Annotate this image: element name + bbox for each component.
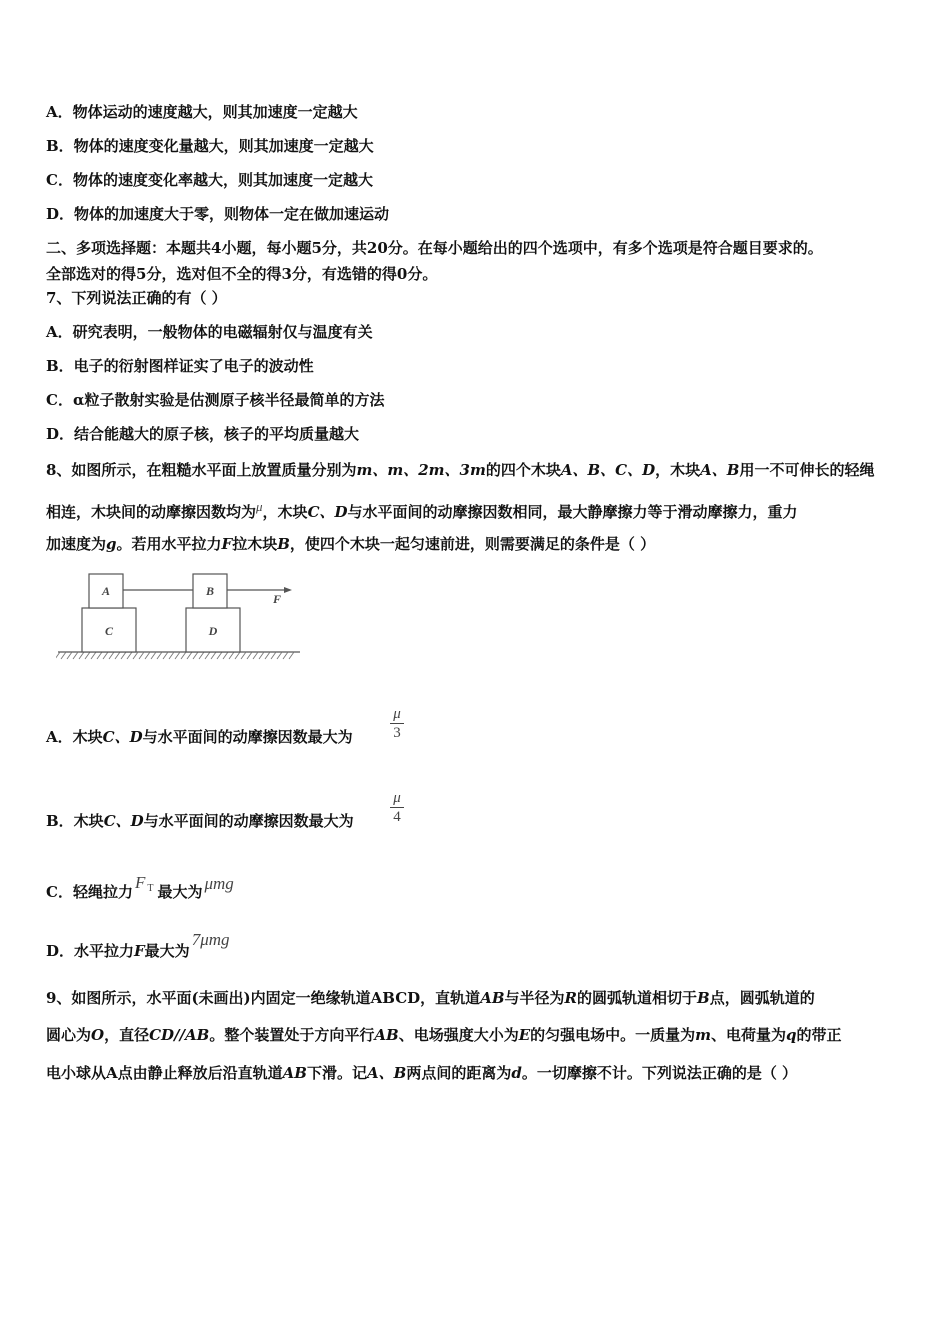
ground-hatch — [217, 652, 222, 659]
ground-hatch — [85, 652, 90, 659]
label-b: B — [205, 584, 215, 598]
mu-symbol: μ — [256, 499, 263, 514]
ground-hatch — [127, 652, 132, 659]
ground-hatch — [115, 652, 120, 659]
q8-option-c: C．轻绳拉力 F $^T$ 最大为 μmg — [46, 873, 234, 901]
ground — [56, 652, 300, 659]
q8-stem-line3: 加速度为g。若用水平拉力F拉木块B，使四个木块一起匀速前进，则需要满足的条件是（ ） — [46, 535, 656, 553]
ground-hatch — [109, 652, 114, 659]
q8-stem-line2: 相连，木块间的动摩擦因数均为μ，木块C、D与水平面间的动摩擦因数相同，最大静摩擦力等于滑动摩擦力，重力 — [46, 499, 798, 521]
ground-hatch — [289, 652, 294, 659]
ground-hatch — [79, 652, 84, 659]
ground-hatch — [169, 652, 174, 659]
arrow-head-icon — [284, 587, 292, 593]
ground-hatch — [277, 652, 282, 659]
q8-option-b: B．木块C、D与水平面间的动摩擦因数最大为 — [46, 812, 354, 830]
q9-stem-line3: 电小球从A点由静止释放后沿直轨道AB下滑。记A、B两点间的距离为d。一切摩擦不计。下列说法正确的是（ ） — [46, 1064, 798, 1082]
ground-hatch — [211, 652, 216, 659]
q7-option-c: C．α粒子散射实验是估测原子核半径最简单的方法 — [46, 391, 385, 409]
ground-hatch — [241, 652, 246, 659]
blocks-diagram — [56, 572, 306, 664]
label-f: F — [273, 592, 282, 606]
fraction-mu-over-4: μ 4 — [390, 790, 404, 825]
q9-stem-line2: 圆心为O，直径CD//AB。整个装置处于方向平行AB、电场强度大小为E的匀强电场中。一质量为m、电荷量为q的带正 — [46, 1026, 842, 1044]
ground-hatch — [283, 652, 288, 659]
ground-hatch — [253, 652, 258, 659]
label-a: A — [101, 584, 111, 598]
q7-option-b: B．电子的衍射图样证实了电子的波动性 — [46, 357, 314, 375]
ground-hatch — [56, 652, 60, 659]
ground-hatch — [121, 652, 126, 659]
ground-hatch — [67, 652, 72, 659]
q8-stem-line1: 8、如图所示，在粗糙水平面上放置质量分别为m、m、2m、3m的四个木块A、B、C、D，木块A、B用一不可伸长的轻绳 — [46, 461, 875, 479]
ground-hatch — [205, 652, 210, 659]
ground-hatch — [145, 652, 150, 659]
q6-option-d: D．物体的加速度大于零，则物体一定在做加速运动 — [46, 205, 390, 223]
q6-option-b: B．物体的速度变化量越大，则其加速度一定越大 — [46, 137, 374, 155]
ground-hatch — [163, 652, 168, 659]
q8-option-a: A．木块C、D与水平面间的动摩擦因数最大为 — [46, 728, 353, 746]
ground-hatch — [91, 652, 96, 659]
ground-hatch — [181, 652, 186, 659]
ground-hatch — [61, 652, 66, 659]
ground-hatch — [271, 652, 276, 659]
q8-option-d: D．水平拉力F最大为7μmg — [46, 930, 230, 960]
q6-option-a: A．物体运动的速度越大，则其加速度一定越大 — [46, 103, 358, 121]
ground-hatch — [103, 652, 108, 659]
ground-hatch — [223, 652, 228, 659]
ground-hatch — [229, 652, 234, 659]
q7-option-a: A．研究表明，一般物体的电磁辐射仅与温度有关 — [46, 323, 373, 341]
ground-hatch — [265, 652, 270, 659]
ground-hatch — [73, 652, 78, 659]
fraction-mu-over-3: μ 3 — [390, 706, 404, 741]
section2-instructions-line2: 全部选对的得5分，选对但不全的得3分，有选错的得0分。 — [46, 265, 438, 283]
ground-hatch — [97, 652, 102, 659]
ground-hatch — [199, 652, 204, 659]
label-d: D — [208, 624, 218, 638]
q7-stem: 7、下列说法正确的有（ ） — [46, 289, 227, 307]
ground-hatch — [175, 652, 180, 659]
q6-option-c: C．物体的速度变化率越大，则其加速度一定越大 — [46, 171, 373, 189]
ground-hatch — [157, 652, 162, 659]
ground-hatch — [187, 652, 192, 659]
ground-hatch — [259, 652, 264, 659]
q9-stem-line1: 9、如图所示，水平面(未画出)内固定一绝缘轨道ABCD，直轨道AB与半径为R的圆弧轨道相切于B点，圆弧轨道的 — [46, 989, 815, 1007]
ground-hatch — [139, 652, 144, 659]
ground-hatch — [133, 652, 138, 659]
ground-hatch — [235, 652, 240, 659]
section2-instructions-line1: 二、多项选择题：本题共4小题，每小题5分，共20分。在每小题给出的四个选项中，有多个选项是符合题目要求的。 — [46, 239, 823, 257]
ground-hatch — [151, 652, 156, 659]
ground-hatch — [193, 652, 198, 659]
ground-hatch — [247, 652, 252, 659]
label-c: C — [104, 624, 114, 638]
q7-option-d: D．结合能越大的原子核，核子的平均质量越大 — [46, 425, 360, 443]
